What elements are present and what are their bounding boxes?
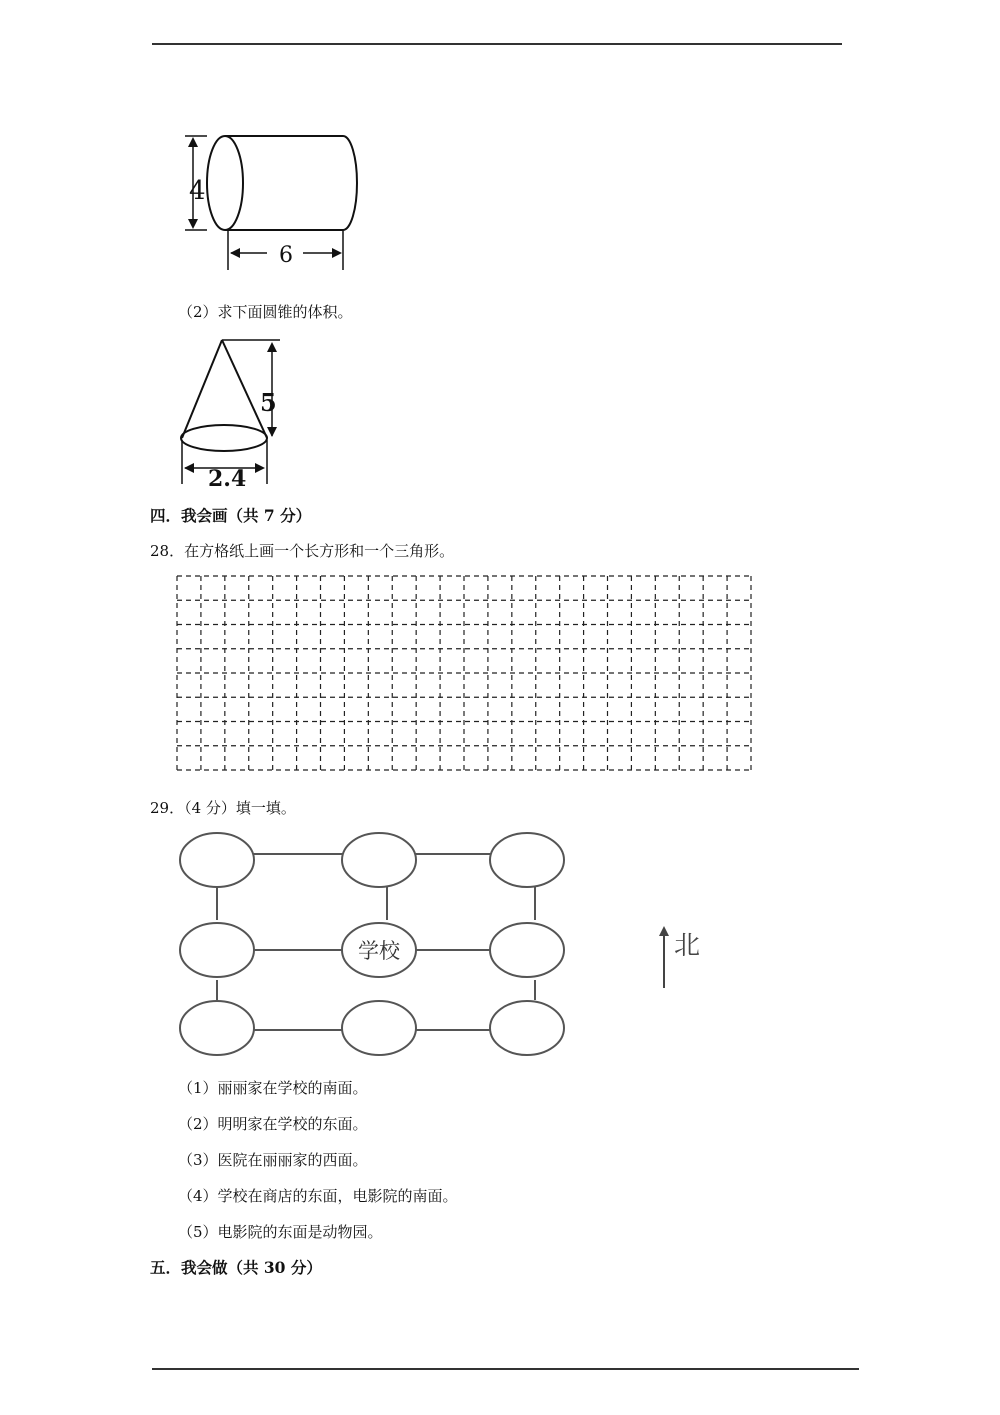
q29-item-4: （4）学校在商店的东面，电影院的南面。: [178, 1187, 458, 1205]
q29-item-5: （5）电影院的东面是动物园。: [178, 1223, 383, 1241]
cylinder-height-label: 4: [189, 176, 206, 206]
q27-part2-text: （2）求下面圆锥的体积。: [178, 303, 353, 321]
cone-height-label: 5: [260, 388, 277, 417]
q29-item-1: （1）丽丽家在学校的南面。: [178, 1079, 368, 1097]
north-label: 北: [674, 931, 701, 961]
map-node-s: [342, 1001, 416, 1055]
section5-heading: 五．我会做（共 30 分）: [150, 1258, 322, 1277]
school-label: 学校: [358, 939, 400, 963]
cylinder-left-face: [207, 136, 243, 230]
map-node-n: [342, 833, 416, 887]
cone-diameter-label: 2.4: [208, 466, 247, 492]
map-node-ne: [490, 833, 564, 887]
cone-figure: [176, 336, 316, 492]
q29-text: 29．（4 分）填一填。: [150, 799, 296, 817]
north-indicator: [652, 922, 702, 992]
map-node-w: [180, 923, 254, 977]
q29-item-2: （2）明明家在学校的东面。: [178, 1115, 368, 1133]
cone-base: [181, 425, 267, 451]
section4-heading: 四．我会画（共 7 分）: [150, 506, 312, 525]
dashed-grid: [175, 574, 755, 774]
q28-text: 28．在方格纸上画一个长方形和一个三角形。: [150, 542, 455, 560]
map-diagram: [175, 830, 575, 1060]
north-arrow-icon: [659, 926, 669, 936]
map-node-nw: [180, 833, 254, 887]
map-node-sw: [180, 1001, 254, 1055]
map-node-e: [490, 923, 564, 977]
q29-item-3: （3）医院在丽丽家的西面。: [178, 1151, 368, 1169]
bottom-rule: [152, 1368, 859, 1370]
cylinder-figure: [175, 125, 375, 285]
cylinder-length-label: 6: [279, 243, 293, 268]
top-rule: [152, 43, 842, 45]
map-node-se: [490, 1001, 564, 1055]
